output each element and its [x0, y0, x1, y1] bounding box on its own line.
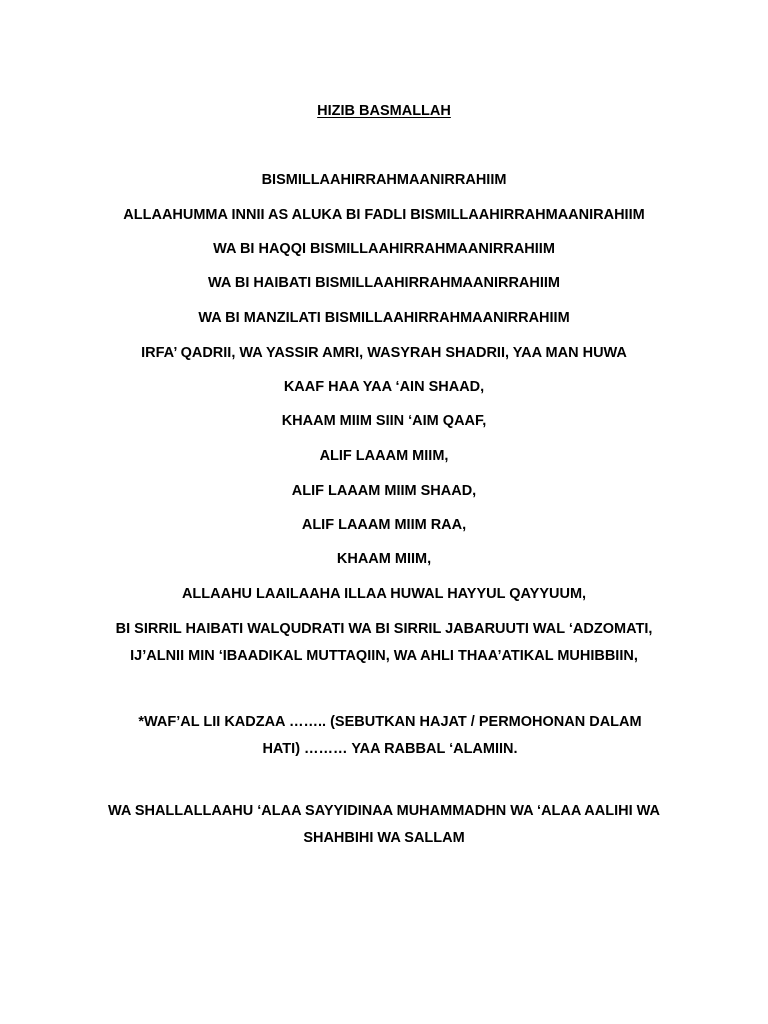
text-line: ALIF LAAAM MIIM SHAAD, [291, 483, 477, 499]
text-line: WA BI HAQQI BISMILLAAHIRRAHMAANIRRAHIIM [213, 241, 555, 257]
text-line: KAAF HAA YAA ‘AIN SHAAD, [283, 379, 485, 395]
text-line: BI SIRRIL HAIBATI WALQUDRATI WA BI SIRRIL JABARUUTI WAL ‘ADZOMATI, [115, 621, 653, 637]
text-line: IRFA’ QADRII, WA YASSIR AMRI, WASYRAH SHADRII, YAA MAN HUWA [141, 345, 627, 361]
text-line: ALIF LAAAM MIIM, [319, 448, 449, 464]
text-line: BISMILLAAHIRRAHMAANIRRAHIIM [261, 172, 507, 188]
text-line: ALLAAHUMMA INNII AS ALUKA BI FADLI BISMILLAAHIRRAHMAANIRAHIIM [123, 207, 645, 223]
document-title: HIZIB BASMALLAH [317, 103, 451, 119]
note-paragraph: *WAF’AL LII KADZAA …….. (SEBUTKAN HAJAT / PERMOHONAN DALAM HATI) ……… YAA RABBAL ‘ALAMIIN. [138, 714, 642, 757]
text-line: WA BI MANZILATI BISMILLAAHIRRAHMAANIRRAHIIM [198, 310, 570, 326]
closing-paragraph: WA SHALLALLAAHU ‘ALAA SAYYIDINAA MUHAMMADHN WA ‘ALAA AALIHI WA SHAHBIHI WA SALLAM [107, 803, 661, 846]
text-line: ALIF LAAAM MIIM RAA, [301, 517, 467, 533]
text-line: IJ’ALNII MIN ‘IBAADIKAL MUTTAQIIN, WA AHLI THAA’ATIKAL MUHIBBIIN, [130, 648, 638, 664]
text-line: KHAAM MIIM, [336, 551, 432, 567]
text-line: KHAAM MIIM SIIN ‘AIM QAAF, [281, 413, 487, 429]
text-line: ALLAAHU LAAILAAHA ILLAA HUWAL HAYYUL QAYYUUM, [181, 586, 587, 602]
text-line: WA BI HAIBATI BISMILLAAHIRRAHMAANIRRAHIIM [208, 275, 560, 291]
